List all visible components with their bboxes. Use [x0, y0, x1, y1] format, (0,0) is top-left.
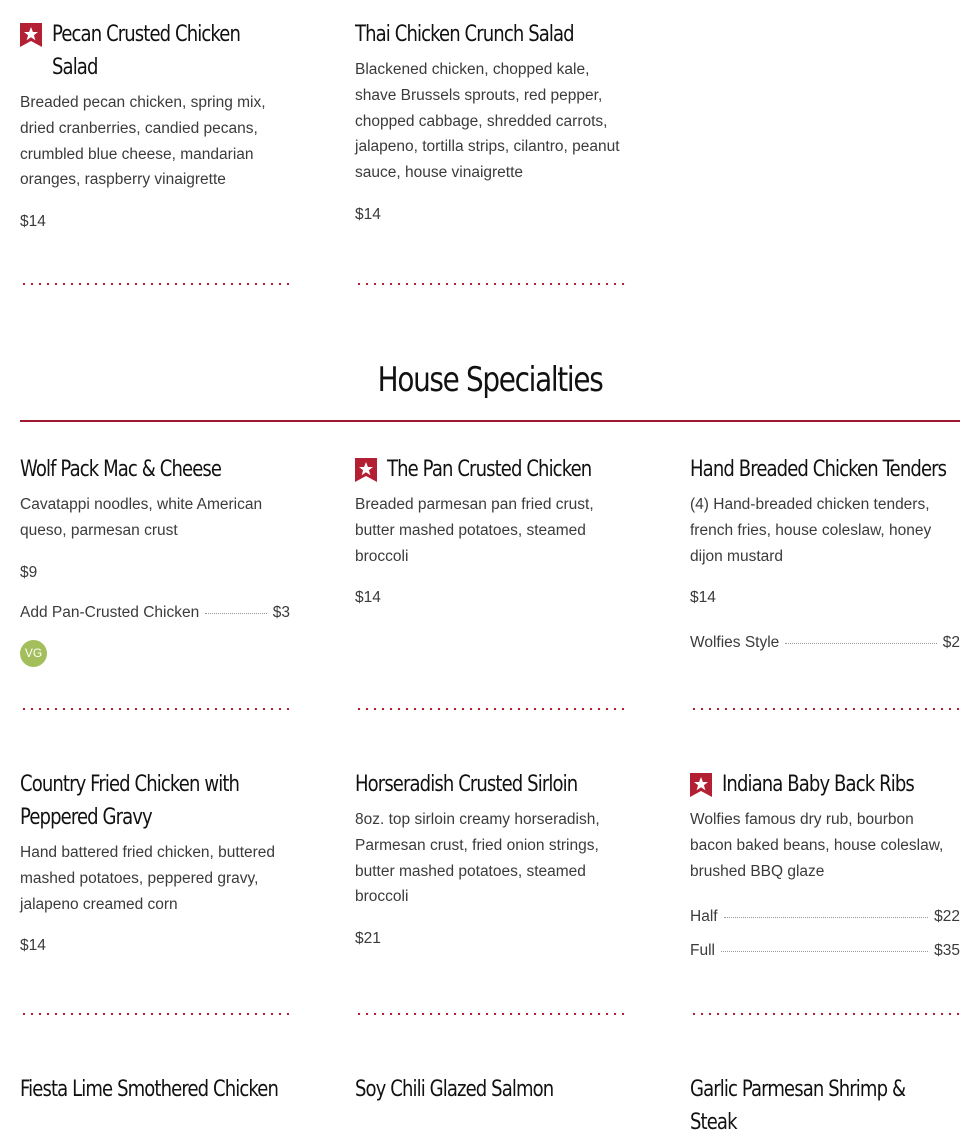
- item-price: $14: [355, 589, 381, 607]
- item-price: $14: [690, 589, 716, 607]
- item-title: Thai Chicken Crunch Salad: [355, 22, 574, 47]
- menu-item: [20, 453, 290, 667]
- addon-price: $2: [942, 634, 960, 652]
- item-title: Indiana Baby Back Ribs: [722, 772, 914, 797]
- item-title: Pecan Crusted Chicken Salad: [52, 22, 241, 80]
- dot-leader: [785, 643, 936, 644]
- option-row: [690, 908, 960, 926]
- item-description: Breaded pecan chicken, spring mix, dried cranberries, candied pecans, crumbled blue cheese, mandarian oranges, raspberry vinaigrette: [20, 94, 266, 189]
- menu-item: [355, 768, 625, 948]
- section-rule: [20, 420, 960, 422]
- item-description: Hand battered fried chicken, buttered mashed potatoes, peppered gravy, jalapeno creamed corn: [20, 844, 276, 913]
- menu-item: [20, 768, 290, 955]
- item-title: The Pan Crusted Chicken: [387, 457, 592, 482]
- option-price: $35: [934, 942, 960, 960]
- option-row: [690, 942, 960, 960]
- dot-leader: [724, 917, 929, 918]
- item-price: $14: [355, 205, 381, 223]
- addon-row: [690, 634, 960, 652]
- item-price: $14: [20, 213, 46, 231]
- item-price: $9: [20, 563, 38, 581]
- dotted-divider: [355, 708, 625, 710]
- item-description: Blackened chicken, chopped kale, shave Brussels sprouts, red pepper, chopped cabbage, shredded carrots, jalapeno, tortilla strips, cilantro, peanut sauce, house vinaigrette: [355, 61, 620, 182]
- item-price: $21: [355, 930, 381, 948]
- dotted-divider: [20, 283, 290, 285]
- dotted-divider: [20, 1013, 290, 1015]
- vegetarian-badge: VG: [20, 640, 47, 667]
- item-description: Breaded parmesan pan fried crust, butter mashed potatoes, steamed broccoli: [355, 496, 594, 565]
- menu-item: [20, 1073, 290, 1106]
- option-label: Half: [690, 908, 718, 926]
- menu-item: [690, 453, 960, 652]
- item-title: Hand Breaded Chicken Tenders: [690, 457, 947, 482]
- item-title: Country Fried Chicken with Peppered Gravy: [20, 772, 240, 830]
- addon-price: $3: [272, 603, 290, 621]
- featured-star-icon: [690, 773, 712, 797]
- dot-leader: [721, 951, 928, 952]
- item-title: Fiesta Lime Smothered Chicken: [20, 1077, 279, 1102]
- item-description: (4) Hand-breaded chicken tenders, french fries, house coleslaw, honey dijon mustard: [690, 496, 932, 565]
- item-title: Horseradish Crusted Sirloin: [355, 772, 578, 797]
- option-label: Full: [690, 942, 715, 960]
- section-title: House Specialties: [377, 360, 603, 400]
- item-description: Cavatappi noodles, white American queso, parmesan crust: [20, 496, 263, 539]
- dot-leader: [205, 613, 267, 614]
- dotted-divider: [20, 708, 290, 710]
- addon-label: Wolfies Style: [690, 634, 780, 652]
- menu-item: [20, 18, 290, 231]
- item-title: Garlic Parmesan Shrimp & Steak: [690, 1077, 906, 1135]
- dotted-divider: [355, 283, 625, 285]
- item-price: $14: [20, 937, 46, 955]
- dotted-divider: [690, 1013, 960, 1015]
- menu-item: [690, 768, 960, 960]
- dotted-divider: [355, 1013, 625, 1015]
- item-description: Wolfies famous dry rub, bourbon bacon baked beans, house coleslaw, brushed BBQ glaze: [690, 811, 944, 880]
- menu-item: [355, 18, 625, 224]
- option-price: $22: [934, 908, 960, 926]
- addon-label: Add Pan-Crusted Chicken: [20, 603, 200, 621]
- menu-item: [690, 1073, 960, 1139]
- addon-row: [20, 604, 290, 622]
- item-title: Wolf Pack Mac & Cheese: [20, 457, 222, 482]
- item-title: Soy Chili Glazed Salmon: [355, 1077, 554, 1102]
- item-description: 8oz. top sirloin creamy horseradish, Parmesan crust, fried onion strings, butter mashed potatoes, steamed broccoli: [355, 811, 600, 906]
- menu-item: [355, 453, 625, 607]
- dotted-divider: [690, 708, 960, 710]
- featured-star-icon: [355, 458, 377, 482]
- menu-item: [355, 1073, 625, 1106]
- featured-star-icon: [20, 23, 42, 47]
